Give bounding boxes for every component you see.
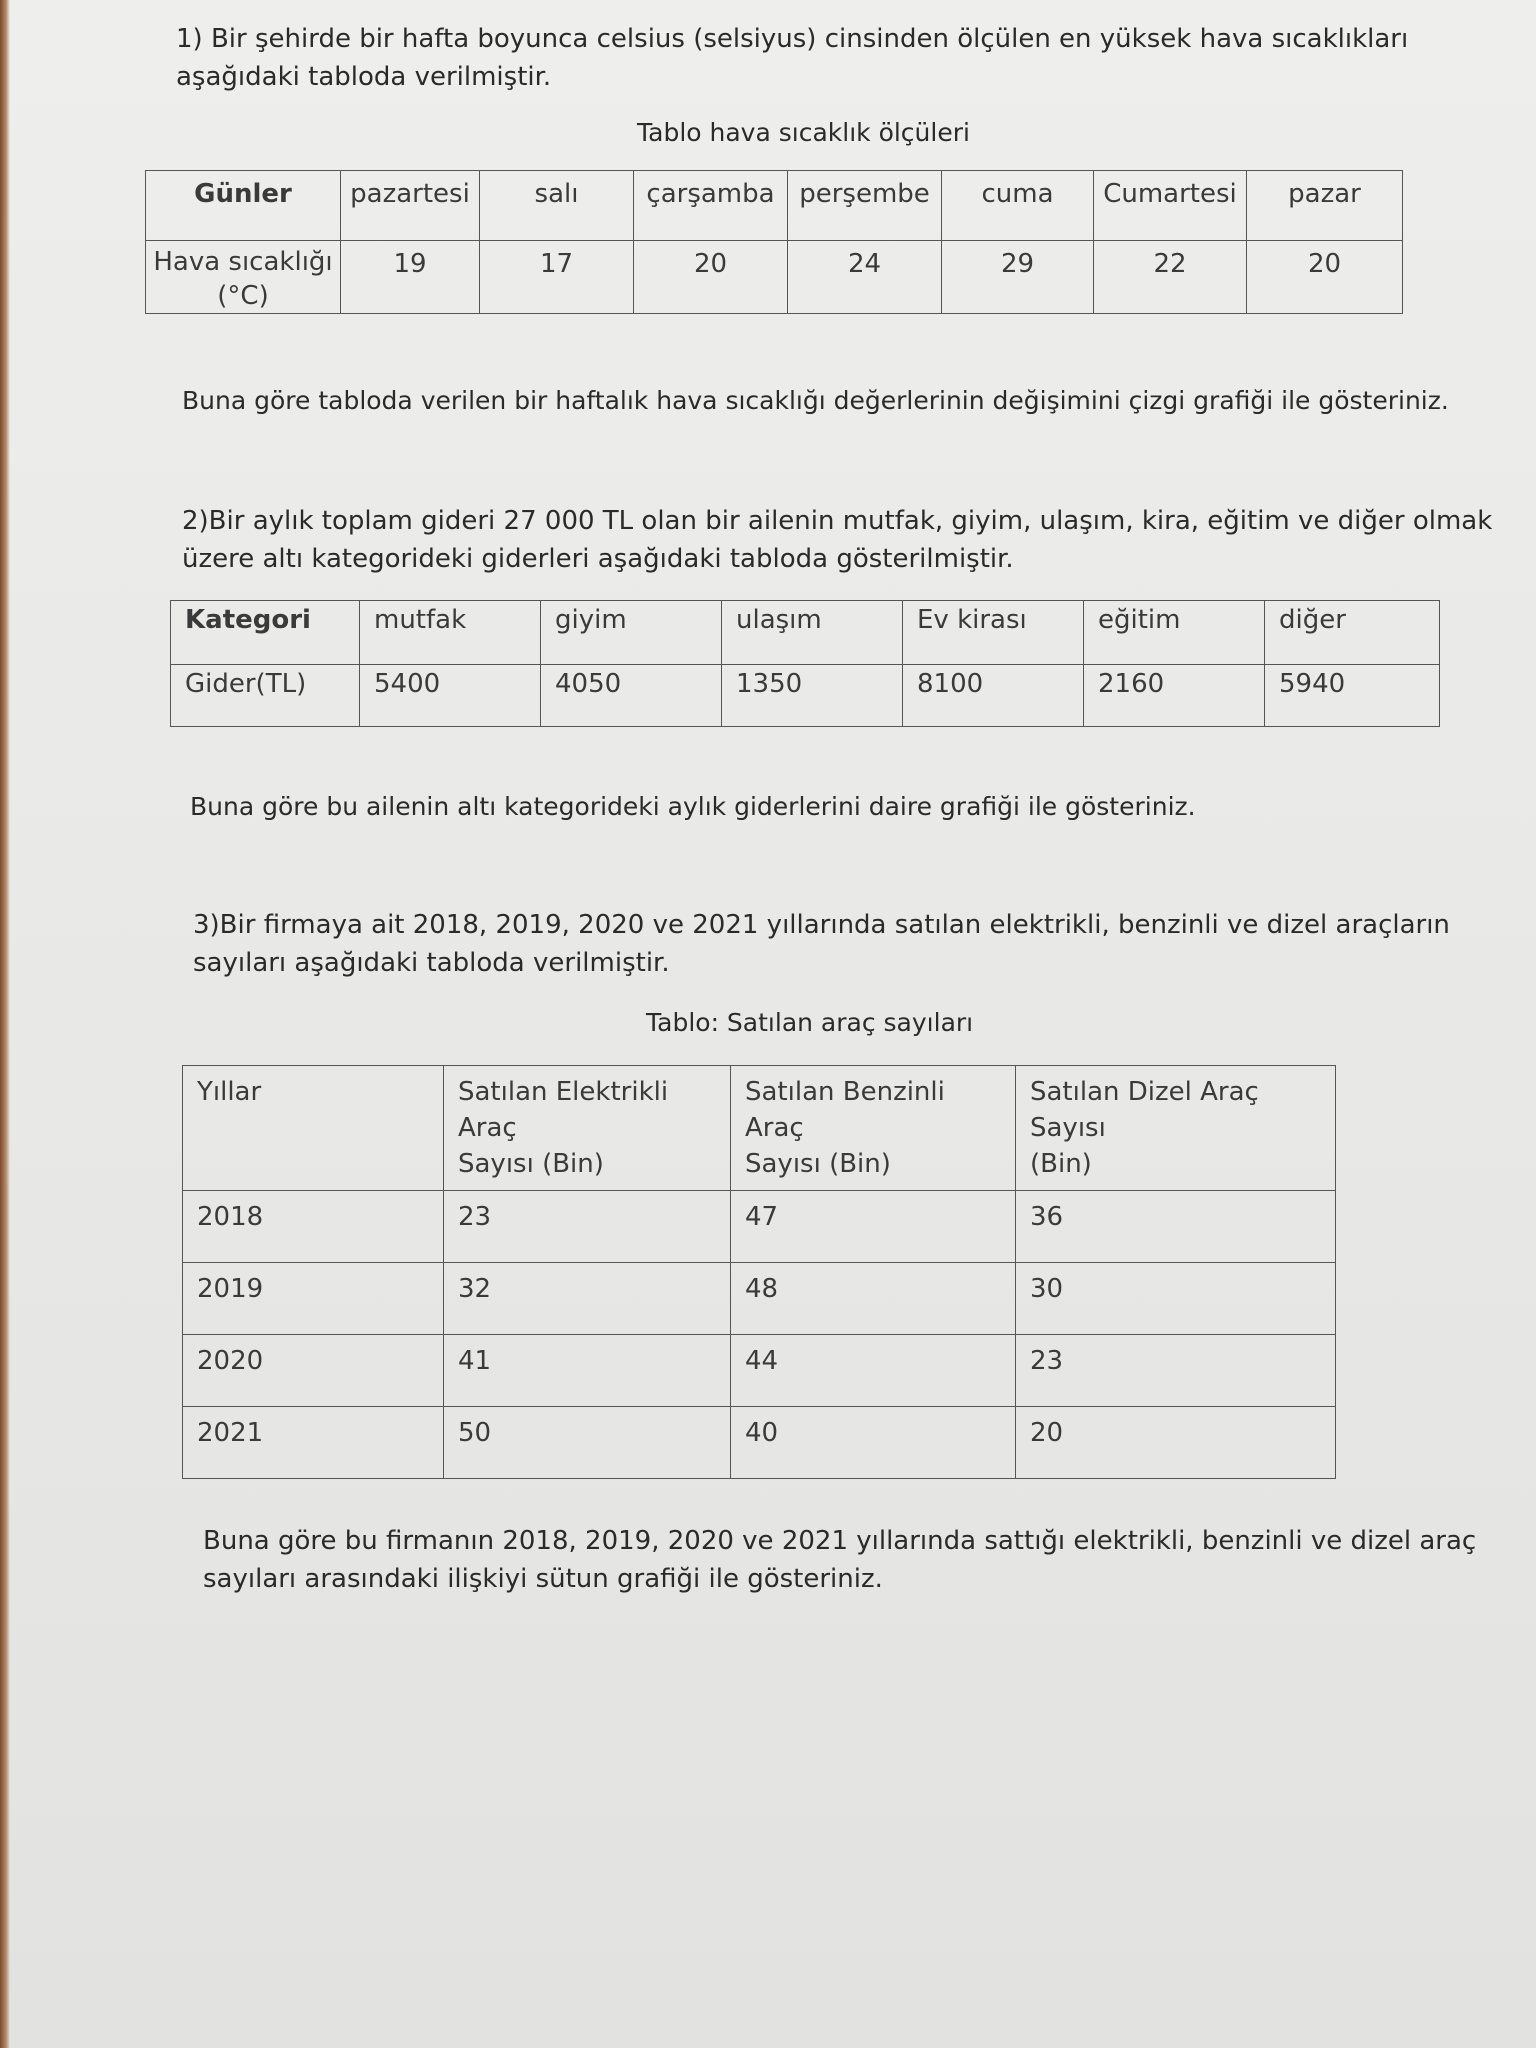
q2-value-cell: 5400 bbox=[360, 665, 541, 727]
q3-text-line2: sayıları aşağıdaki tabloda verilmiştir. bbox=[193, 948, 670, 978]
q2-value-cell: 2160 bbox=[1084, 665, 1265, 727]
q1-table-caption: Tablo hava sıcaklık ölçüleri bbox=[637, 118, 970, 147]
q3-header-cell bbox=[444, 1066, 731, 1191]
q1-value-cell: 19 bbox=[341, 241, 480, 314]
table-row bbox=[183, 1407, 1336, 1479]
q1-row-label-line2: (°C) bbox=[217, 281, 269, 311]
q2-expenses-table bbox=[170, 600, 1440, 727]
q1-instruction: Buna göre tabloda verilen bir haftalık hava sıcaklığı değerlerinin değişimini çizgi grafiği ile gösteriniz. bbox=[182, 386, 1449, 415]
q3-header-line1: Satılan Elektrikli Araç bbox=[458, 1077, 669, 1143]
q3-year-cell: 2020 bbox=[183, 1335, 444, 1407]
table-row bbox=[171, 601, 1440, 665]
q2-header-label: Kategori bbox=[171, 601, 360, 665]
q3-header-cell bbox=[731, 1066, 1016, 1191]
table-row bbox=[146, 241, 1403, 314]
q1-value-cell: 24 bbox=[788, 241, 942, 314]
q1-day-cell: cuma bbox=[942, 171, 1094, 241]
q1-text-line1: 1) Bir şehirde bir hafta boyunca celsius (selsiyus) cinsinden ölçülen en yüksek hava sıcaklıkları bbox=[176, 24, 1409, 54]
q2-value-cell: 5940 bbox=[1265, 665, 1440, 727]
q3-value-cell: 41 bbox=[444, 1335, 731, 1407]
q3-year-cell: 2019 bbox=[183, 1263, 444, 1335]
q3-header-line1: Satılan Dizel Araç Sayısı bbox=[1030, 1077, 1259, 1143]
q1-value-cell: 17 bbox=[480, 241, 634, 314]
q3-text bbox=[193, 906, 1450, 982]
q1-day-cell: perşembe bbox=[788, 171, 942, 241]
q3-instruction-line2: sayıları arasındaki ilişkiyi sütun grafiği ile gösteriniz. bbox=[203, 1564, 883, 1594]
q1-day-cell: pazar bbox=[1247, 171, 1403, 241]
q3-header-line2: (Bin) bbox=[1030, 1149, 1092, 1179]
q2-category-cell: mutfak bbox=[360, 601, 541, 665]
q3-header-cell bbox=[1016, 1066, 1336, 1191]
q1-day-cell: çarşamba bbox=[634, 171, 788, 241]
table-row bbox=[183, 1335, 1336, 1407]
q2-category-cell: eğitim bbox=[1084, 601, 1265, 665]
q3-value-cell: 23 bbox=[444, 1191, 731, 1263]
table-row bbox=[183, 1191, 1336, 1263]
table-row bbox=[183, 1066, 1336, 1191]
q3-value-cell: 50 bbox=[444, 1407, 731, 1479]
q3-header-line2: Sayısı (Bin) bbox=[458, 1149, 604, 1179]
q3-value-cell: 20 bbox=[1016, 1407, 1336, 1479]
q1-value-cell: 29 bbox=[942, 241, 1094, 314]
q3-instruction-line1: Buna göre bu firmanın 2018, 2019, 2020 ve 2021 yıllarında sattığı elektrikli, benzinli ve dizel araç bbox=[203, 1526, 1477, 1556]
q2-value-cell: 4050 bbox=[541, 665, 722, 727]
q1-day-cell: Cumartesi bbox=[1094, 171, 1247, 241]
table-row bbox=[146, 171, 1403, 241]
q3-header-line1: Yıllar bbox=[197, 1077, 262, 1107]
q2-category-cell: giyim bbox=[541, 601, 722, 665]
q3-header-line1: Satılan Benzinli Araç bbox=[745, 1077, 945, 1143]
q3-value-cell: 23 bbox=[1016, 1335, 1336, 1407]
q3-value-cell: 30 bbox=[1016, 1263, 1336, 1335]
q2-text bbox=[182, 502, 1492, 578]
q1-temperature-table bbox=[145, 170, 1403, 314]
q3-value-cell: 32 bbox=[444, 1263, 731, 1335]
q2-category-cell: diğer bbox=[1265, 601, 1440, 665]
q3-year-cell: 2021 bbox=[183, 1407, 444, 1479]
q2-category-cell: ulaşım bbox=[722, 601, 903, 665]
q2-value-cell: 8100 bbox=[903, 665, 1084, 727]
q3-value-cell: 44 bbox=[731, 1335, 1016, 1407]
q3-instruction bbox=[203, 1522, 1476, 1598]
paper-edge-shadow bbox=[0, 0, 10, 2048]
q3-value-cell: 47 bbox=[731, 1191, 1016, 1263]
q1-day-cell: salı bbox=[480, 171, 634, 241]
q2-row-label: Gider(TL) bbox=[171, 665, 360, 727]
q1-header-label: Günler bbox=[146, 171, 341, 241]
q1-row-label-line1: Hava sıcaklığı bbox=[153, 247, 333, 277]
table-row bbox=[183, 1263, 1336, 1335]
q2-instruction: Buna göre bu ailenin altı kategorideki aylık giderlerini daire grafiği ile gösteriniz. bbox=[190, 792, 1196, 821]
q1-day-cell: pazartesi bbox=[341, 171, 480, 241]
q3-value-cell: 36 bbox=[1016, 1191, 1336, 1263]
q3-year-cell: 2018 bbox=[183, 1191, 444, 1263]
q1-row-label bbox=[146, 241, 341, 314]
q3-value-cell: 40 bbox=[731, 1407, 1016, 1479]
q2-text-line1: 2)Bir aylık toplam gideri 27 000 TL olan bir ailenin mutfak, giyim, ulaşım, kira, eğitim ve diğer olmak bbox=[182, 506, 1493, 536]
q3-header-cell bbox=[183, 1066, 444, 1191]
q1-text bbox=[176, 20, 1408, 96]
table-row bbox=[171, 665, 1440, 727]
q3-header-line2: Sayısı (Bin) bbox=[745, 1149, 891, 1179]
q1-value-cell: 20 bbox=[634, 241, 788, 314]
q3-table-caption: Tablo: Satılan araç sayıları bbox=[646, 1008, 974, 1037]
q1-value-cell: 22 bbox=[1094, 241, 1247, 314]
q1-value-cell: 20 bbox=[1247, 241, 1403, 314]
q1-text-line2: aşağıdaki tabloda verilmiştir. bbox=[176, 62, 552, 92]
q3-vehicle-sales-table bbox=[182, 1065, 1336, 1479]
q3-text-line1: 3)Bir firmaya ait 2018, 2019, 2020 ve 2021 yıllarında satılan elektrikli, benzinli ve dizel araçların bbox=[193, 910, 1450, 940]
q3-value-cell: 48 bbox=[731, 1263, 1016, 1335]
q2-value-cell: 1350 bbox=[722, 665, 903, 727]
q2-category-cell: Ev kirası bbox=[903, 601, 1084, 665]
q2-text-line2: üzere altı kategorideki giderleri aşağıdaki tabloda gösterilmiştir. bbox=[182, 544, 1014, 574]
